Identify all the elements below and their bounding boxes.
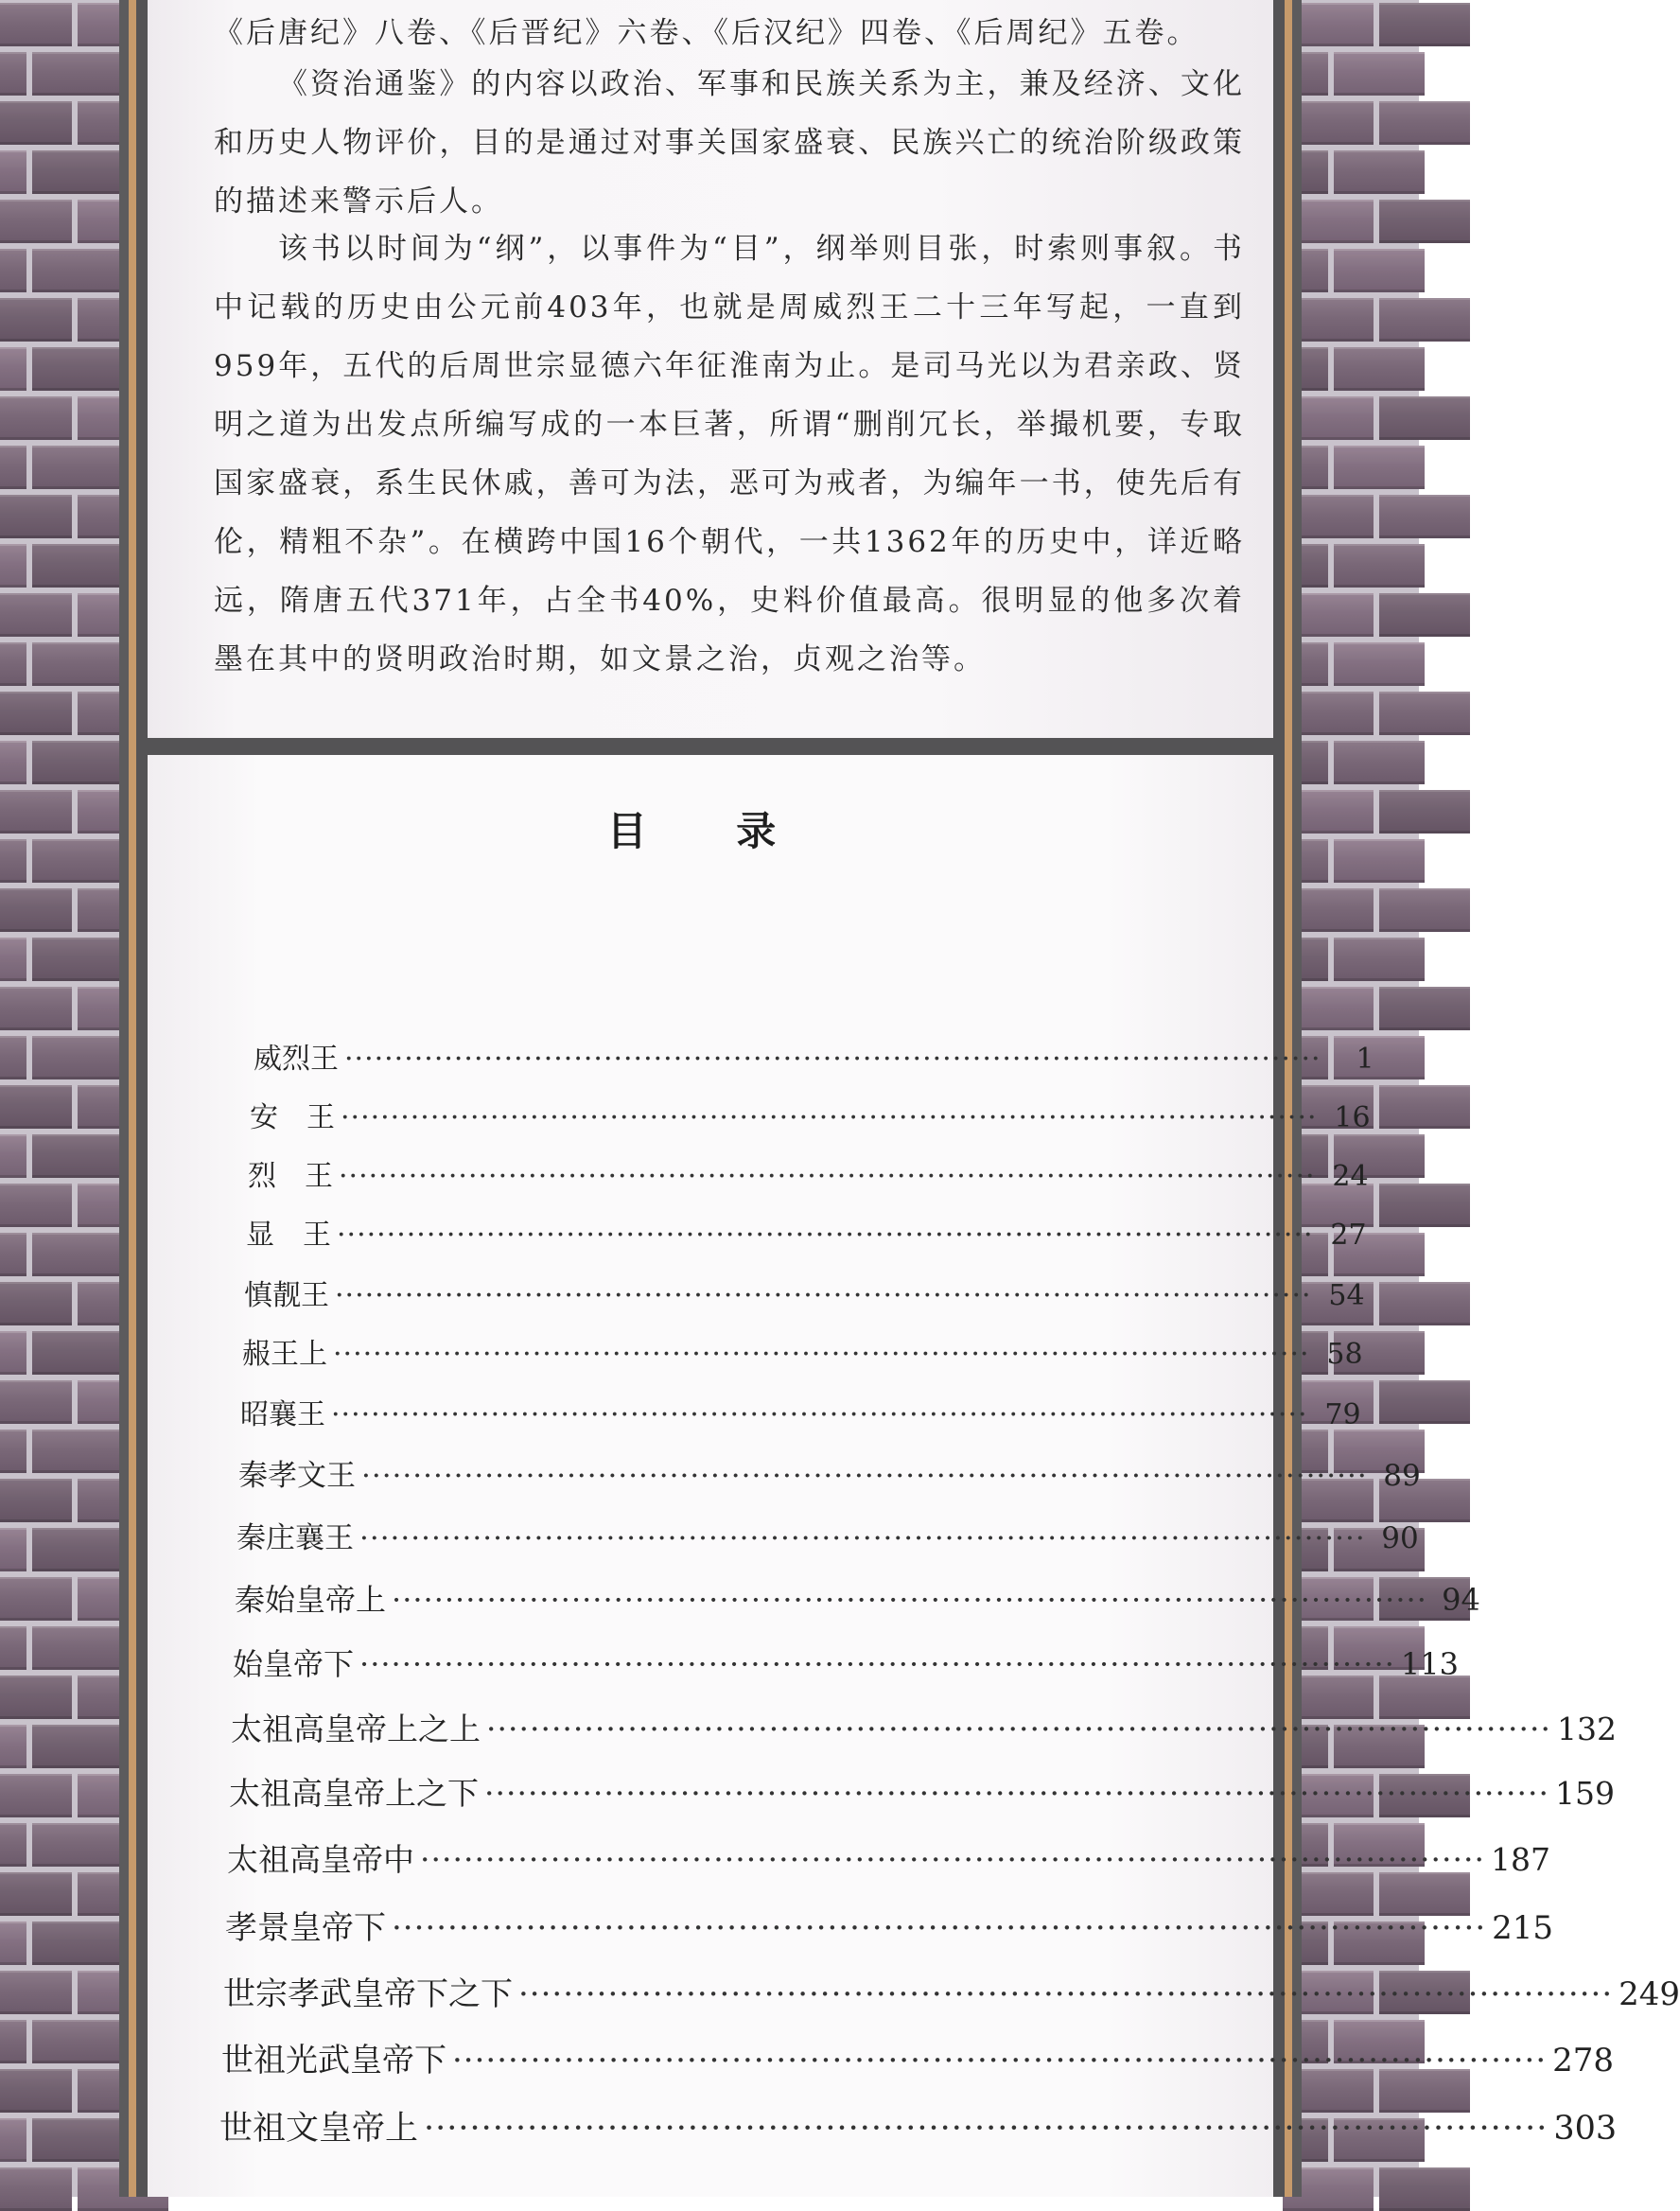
brick xyxy=(1379,888,1470,932)
brick xyxy=(1334,544,1425,588)
toc-entry-name: 慎靓王 xyxy=(244,1279,329,1312)
brick xyxy=(32,249,123,292)
book-page-intro xyxy=(148,0,1273,738)
brick xyxy=(1334,839,1425,883)
toc-entry-leader-dots: ·································································································· xyxy=(392,1582,1427,1618)
toc-entry-leader-dots: ·································································································· xyxy=(452,2042,1548,2079)
brick xyxy=(32,347,123,391)
brick xyxy=(0,544,26,588)
brick xyxy=(32,1725,123,1768)
brick xyxy=(0,1577,72,1621)
brick xyxy=(1379,298,1470,342)
toc-entry-leader-dots: ·································································································· xyxy=(339,1160,1316,1193)
toc-entry-page-number: 79 xyxy=(1324,1398,1361,1431)
brick xyxy=(0,1774,72,1817)
brick xyxy=(0,1085,72,1129)
toc-entry xyxy=(229,1769,1615,1814)
toc-entry-page-number: 249 xyxy=(1619,1975,1680,2013)
toc-entry-page-number: 16 xyxy=(1334,1101,1371,1134)
toc-entry-name: 秦庄襄王 xyxy=(236,1521,354,1555)
brick xyxy=(1379,1085,1470,1129)
toc-entry xyxy=(238,1451,1421,1494)
brick xyxy=(32,642,123,686)
toc-entry-name: 太祖高皇帝上之上 xyxy=(231,1711,481,1747)
brick xyxy=(32,741,123,784)
toc-entry-leader-dots: ·································································································· xyxy=(331,1398,1308,1431)
brick xyxy=(0,200,72,243)
toc-entry xyxy=(240,1391,1361,1432)
brick xyxy=(0,52,26,96)
brick xyxy=(32,1921,123,1965)
toc-entry-name: 始皇帝下 xyxy=(233,1646,355,1682)
frame-stripe-left xyxy=(129,0,136,2197)
toc-entry-leader-dots: ·································································································· xyxy=(361,1459,1368,1493)
brick xyxy=(32,2020,123,2063)
toc-entry-leader-dots: ·································································································· xyxy=(337,1219,1314,1252)
toc-entry xyxy=(254,1035,1374,1077)
toc-entry-name: 赧王上 xyxy=(242,1338,327,1371)
brick xyxy=(0,1036,26,1079)
toc-entry-page-number: 215 xyxy=(1492,1909,1554,1947)
toc-entry xyxy=(248,1152,1369,1194)
brick xyxy=(0,938,26,981)
brick xyxy=(32,938,123,981)
toc-entry-page-number: 24 xyxy=(1332,1160,1369,1193)
brick xyxy=(0,298,72,342)
brick xyxy=(0,1872,72,1916)
toc-entry-name: 烈 王 xyxy=(248,1160,333,1193)
toc-entry xyxy=(227,1835,1550,1880)
toc-entry-name: 秦始皇帝上 xyxy=(235,1582,387,1618)
toc-entry-page-number: 54 xyxy=(1328,1279,1365,1312)
brick xyxy=(0,692,72,735)
toc-entry xyxy=(246,1211,1367,1253)
toc-entry-leader-dots: ·································································································· xyxy=(359,1521,1366,1555)
toc-entry-name: 世祖文皇帝上 xyxy=(219,2110,419,2148)
toc-entry-page-number: 278 xyxy=(1552,2042,1615,2079)
brick xyxy=(1334,642,1425,686)
brick xyxy=(0,1479,72,1522)
toc-entry-page-number: 132 xyxy=(1557,1711,1617,1747)
brick xyxy=(1379,1380,1470,1424)
toc-entry xyxy=(233,1641,1459,1684)
toc-entry xyxy=(223,1968,1680,2014)
toc-entry-page-number: 94 xyxy=(1442,1582,1480,1618)
brick xyxy=(32,1331,123,1375)
brick xyxy=(0,101,72,145)
brick xyxy=(0,1134,26,1178)
toc-entry xyxy=(242,1330,1363,1372)
brick xyxy=(1334,52,1425,96)
toc-list xyxy=(148,755,1680,2197)
toc-entry xyxy=(236,1514,1419,1556)
brick xyxy=(0,1331,26,1375)
toc-entry-leader-dots: ·································································································· xyxy=(486,1711,1551,1747)
brick xyxy=(0,1676,72,1719)
toc-entry-leader-dots: ·································································································· xyxy=(420,1841,1485,1878)
toc-entry-name: 世祖光武皇帝下 xyxy=(221,2042,446,2079)
brick xyxy=(1379,692,1470,735)
brick xyxy=(0,888,72,932)
toc-entry xyxy=(244,1272,1365,1313)
brick xyxy=(1334,150,1425,194)
toc-entry-name: 威烈王 xyxy=(254,1043,339,1076)
brick xyxy=(0,987,72,1030)
toc-entry-page-number: 89 xyxy=(1383,1459,1421,1493)
brick xyxy=(32,446,123,489)
brick xyxy=(0,2069,72,2113)
toc-entry-name: 昭襄王 xyxy=(240,1398,325,1431)
brick xyxy=(0,1282,72,1325)
intro-paragraph-2: 《资治通鉴》的内容以政治、军事和民族关系为主，兼及经济、文化和历史人物评价，目的是通过对事关国家盛衰、民族兴亡的统治阶级政策的描述来警示后人。 xyxy=(214,67,1245,219)
toc-entry-leader-dots: ·································································································· xyxy=(341,1101,1318,1134)
brick xyxy=(0,495,72,538)
toc-entry-page-number: 113 xyxy=(1400,1646,1459,1682)
brick xyxy=(32,1528,123,1571)
brick xyxy=(0,150,26,194)
brick xyxy=(0,790,72,834)
brick xyxy=(32,1430,123,1473)
toc-entry-leader-dots: ·································································································· xyxy=(392,1909,1487,1947)
toc-entry-name: 显 王 xyxy=(246,1219,331,1252)
toc-entry-page-number: 90 xyxy=(1381,1521,1419,1555)
brick xyxy=(1379,1282,1470,1325)
toc-entry-name: 世宗孝武皇帝下之下 xyxy=(223,1975,513,2013)
intro-paragraph-3: 该书以时间为“纲”，以事件为“目”，纲举则目张，时索则事叙。书中记载的历史由公元前403年，也就是周威烈王二十三年写起，一直到959年，五代的后周世宗显德六年征淮南为止。是司马光以为君亲政、贤明之道为出发点所编写成的一本巨著，所谓“删削冗长，举撮机要，专取国家盛衰，系生民休戚，善可为法，恶可为戒者，为编年一书，使先后有伦，精粗不杂”。在横跨中国16个朝代，一共1362年的历史中，详近略远，隋唐五代371年，占全书40%，史料价值最高。很明显的他多次着墨在其中的贤明政治时期，如文景之治，贞观之治等。 xyxy=(214,232,1245,676)
brick xyxy=(32,1626,123,1670)
toc-entry-leader-dots: ·································································································· xyxy=(518,1975,1614,2013)
brick xyxy=(1379,593,1470,637)
brick xyxy=(32,52,123,96)
brick xyxy=(0,396,72,440)
brick xyxy=(0,446,26,489)
intro-paragraph-1: 《后唐纪》八卷、《后晋纪》六卷、《后汉纪》四卷、《后周纪》五卷。 xyxy=(214,16,1199,50)
brick xyxy=(1379,495,1470,538)
toc-entry-page-number: 1 xyxy=(1356,1043,1374,1076)
brick xyxy=(32,1134,123,1178)
brick xyxy=(1379,396,1470,440)
brick xyxy=(0,1725,26,1768)
brick xyxy=(32,1036,123,1079)
toc-entry-leader-dots: ·································································································· xyxy=(484,1775,1549,1812)
brick xyxy=(1379,790,1470,834)
brick xyxy=(0,1921,26,1965)
brick xyxy=(0,741,26,784)
toc-entry-name: 孝景皇帝下 xyxy=(225,1909,386,1947)
brick-column-left xyxy=(0,0,119,2197)
toc-entry xyxy=(225,1902,1554,1948)
brick xyxy=(0,2020,26,2063)
toc-entry-page-number: 159 xyxy=(1555,1775,1615,1812)
brick xyxy=(0,1971,72,2014)
brick xyxy=(0,1823,26,1867)
toc-entry-page-number: 27 xyxy=(1330,1219,1367,1252)
brick xyxy=(32,150,123,194)
toc-entry-leader-dots: ·································································································· xyxy=(344,1043,1321,1076)
brick xyxy=(1334,249,1425,292)
brick xyxy=(32,1233,123,1276)
brick xyxy=(32,2118,123,2162)
brick xyxy=(0,642,26,686)
toc-entry-name: 秦孝文王 xyxy=(238,1459,356,1493)
toc-entry xyxy=(250,1094,1371,1135)
brick xyxy=(32,839,123,883)
brick xyxy=(1379,3,1470,46)
brick xyxy=(1379,101,1470,145)
brick xyxy=(32,544,123,588)
toc-entry xyxy=(235,1576,1480,1620)
brick xyxy=(0,593,72,637)
toc-entry-name: 太祖高皇帝上之下 xyxy=(229,1775,479,1812)
brick xyxy=(0,1430,26,1473)
toc-title: 目 录 xyxy=(606,808,814,854)
brick xyxy=(1379,1184,1470,1227)
toc-entry-page-number: 58 xyxy=(1326,1338,1363,1371)
brick xyxy=(0,1626,26,1670)
brick xyxy=(0,347,26,391)
brick xyxy=(0,1380,72,1424)
brick xyxy=(1334,347,1425,391)
brick xyxy=(0,1233,26,1276)
brick xyxy=(1379,200,1470,243)
brick xyxy=(0,2167,72,2211)
brick xyxy=(1334,741,1425,784)
brick xyxy=(0,839,26,883)
toc-entry xyxy=(221,2034,1615,2080)
toc-entry-leader-dots: ·································································································· xyxy=(424,2110,1549,2148)
toc-entry xyxy=(219,2102,1618,2150)
toc-entry-leader-dots: ·································································································· xyxy=(333,1338,1310,1371)
toc-entry-name: 安 王 xyxy=(250,1101,335,1134)
toc-entry-leader-dots: ·································································································· xyxy=(359,1646,1395,1682)
brick xyxy=(1334,446,1425,489)
toc-entry xyxy=(231,1705,1617,1749)
brick xyxy=(1379,2167,1470,2211)
book-page-toc xyxy=(148,755,1680,2197)
brick xyxy=(0,1184,72,1227)
brick xyxy=(0,249,26,292)
toc-entry-page-number: 303 xyxy=(1553,2110,1618,2148)
brick xyxy=(1379,987,1470,1030)
brick xyxy=(32,1823,123,1867)
brick xyxy=(0,2118,26,2162)
toc-entry-name: 太祖高皇帝中 xyxy=(227,1841,414,1878)
toc-entry-leader-dots: ·································································································· xyxy=(335,1279,1312,1312)
brick xyxy=(0,1528,26,1571)
brick xyxy=(1334,938,1425,981)
toc-entry-page-number: 187 xyxy=(1491,1841,1550,1878)
brick xyxy=(0,3,72,46)
